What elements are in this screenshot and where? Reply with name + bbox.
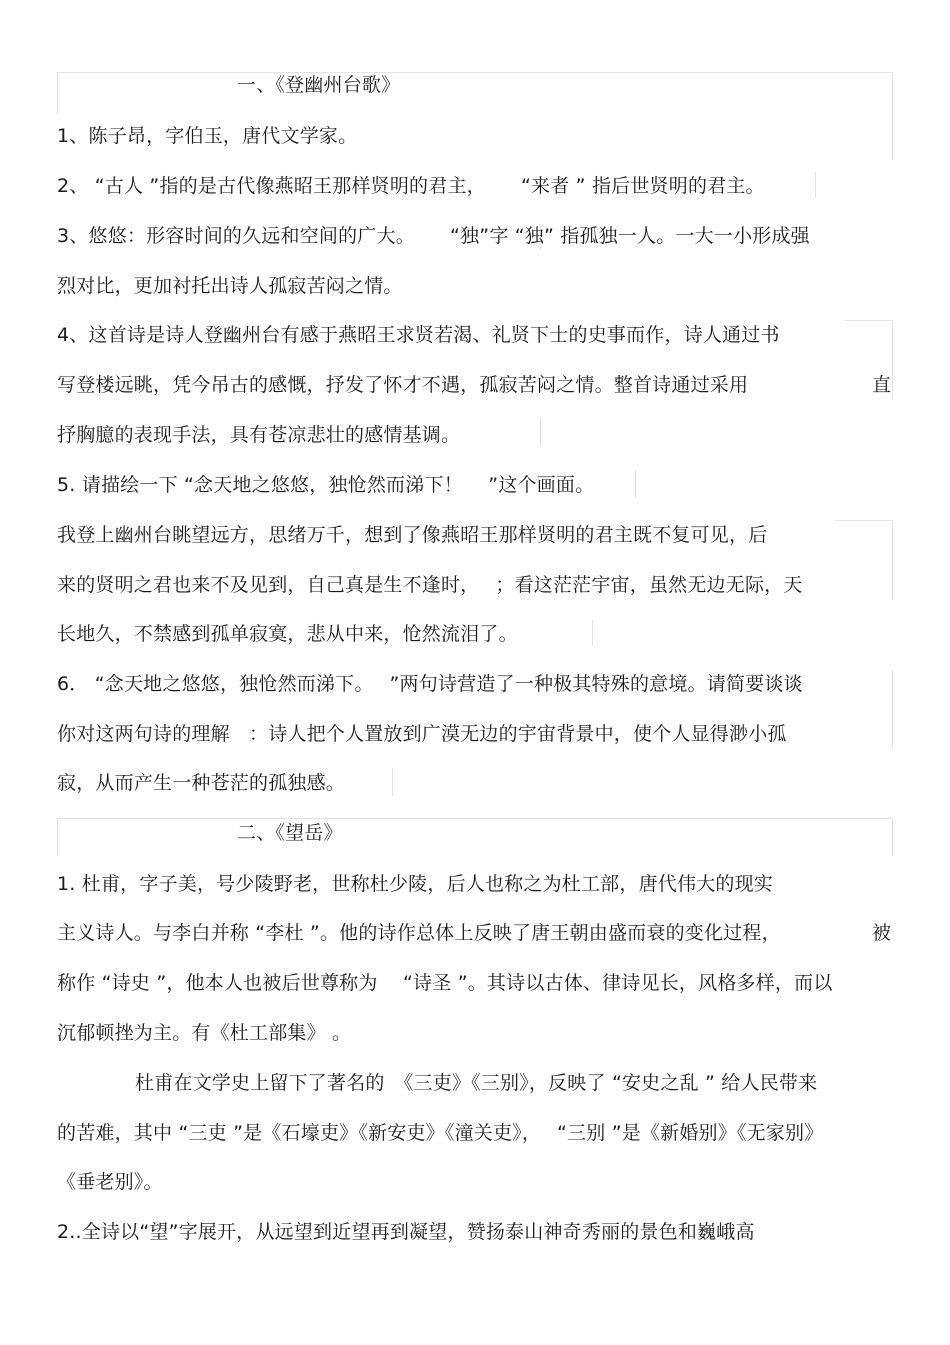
rule-line [835,520,892,521]
paragraph-line: 沉郁顿挫为主。有《杜工部集》 。 [57,1022,352,1044]
paragraph-line: 称作 “诗史 ”，他本人也被后世尊称为 “诗圣 ”。其诗以古体、律诗见长，风格多样，而以 [57,972,833,994]
section-heading: 二、《望岳》 [237,822,343,844]
paragraph-line: 的苦难，其中 “三吏 ”是《石壕吏》《新安吏》《潼关吏》， “三别 ”是《新婚别》《无家别》 [57,1122,824,1144]
paragraph-line: 2、 “古人 ”指的是古代像燕昭王那样贤明的君主， “来者 ” 指后世贤明的君主。 [57,175,765,197]
rule-line [815,172,816,198]
rule-line [892,818,893,856]
rule-line [892,520,893,600]
paragraph-line: 1. 杜甫，字子美，号少陵野老，世称杜少陵，后人也称之为杜工部，唐代伟大的现实 [57,873,773,895]
rule-line [892,320,893,400]
answer-line: 长地久，不禁感到孤单寂寞，悲从中来，怆然流泪了。 [57,623,518,645]
rule-line [540,418,541,446]
rule-line [635,470,636,498]
paragraph-line: 抒胸臆的表现手法，具有苍凉悲壮的感情基调。 [57,424,461,446]
paragraph-line: 杜甫在文学史上留下了著名的 《三吏》《三别》，反映了 “安史之乱 ” 给人民带来 [135,1072,818,1094]
answer-line: 我登上幽州台眺望远方，思绪万千，想到了像燕昭王那样贤明的君主既不复可见，后 [57,524,768,546]
rule-line [845,320,892,321]
rule-line [57,818,892,819]
rule-line [57,72,892,73]
paragraph-line: 4、这首诗是诗人登幽州台有感于燕昭王求贤若渴、礼贤下士的史事而作，诗人通过书 [57,324,780,346]
section-heading: 一、《登幽州台歌》 [237,74,401,96]
paragraph-line: 2..全诗以“望”字展开，从远望到近望再到凝望，赞扬泰山神奇秀丽的景色和巍峨高 [57,1221,755,1243]
paragraph-line: 烈对比，更加衬托出诗人孤寂苦闷之情。 [57,275,403,297]
paragraph-line-tail: 直 [872,374,892,396]
rule-line [392,768,393,796]
paragraph-line: 《垂老别》。 [57,1171,163,1193]
question-line: 5. 请描绘一下 “念天地之悠悠，独怆然而涕下！ ”这个画面。 [57,474,595,496]
paragraph-line: 1、陈子昂，字伯玉，唐代文学家。 [57,125,358,147]
answer-line: 来的贤明之君也来不及见到，自己真是生不逢时， ；看这茫茫宇宙，虽然无边无际，天 [57,574,803,596]
rule-line [57,818,58,856]
paragraph-line-tail: 被 [872,922,892,944]
answer-line: 寂，从而产生一种苍茫的孤独感。 [57,772,346,794]
rule-line [57,72,58,114]
question-line: 6． “念天地之悠悠，独怆然而涕下。 ”两句诗营造了一种极其特殊的意境。请简要谈谈 [57,673,803,695]
rule-line [592,620,593,646]
answer-line: 你对这两句诗的理解 ：诗人把个人置放到广漠无边的宇宙背景中，使个人显得渺小孤 [57,723,787,745]
paragraph-line: 写登楼远眺，凭今吊古的感慨，抒发了怀才不遇，孤寂苦闷之情。整首诗通过采用 [57,374,749,396]
rule-line [892,670,893,748]
paragraph-line: 主义诗人。与李白并称 “李杜 ”。他的诗作总体上反映了唐王朝由盛而衰的变化过程， [57,922,781,944]
paragraph-line: 3、悠悠：形容时间的久远和空间的广大。 “独”字 “独” 指孤独一人。一大一小形成强 [57,225,810,247]
rule-line [892,72,893,160]
